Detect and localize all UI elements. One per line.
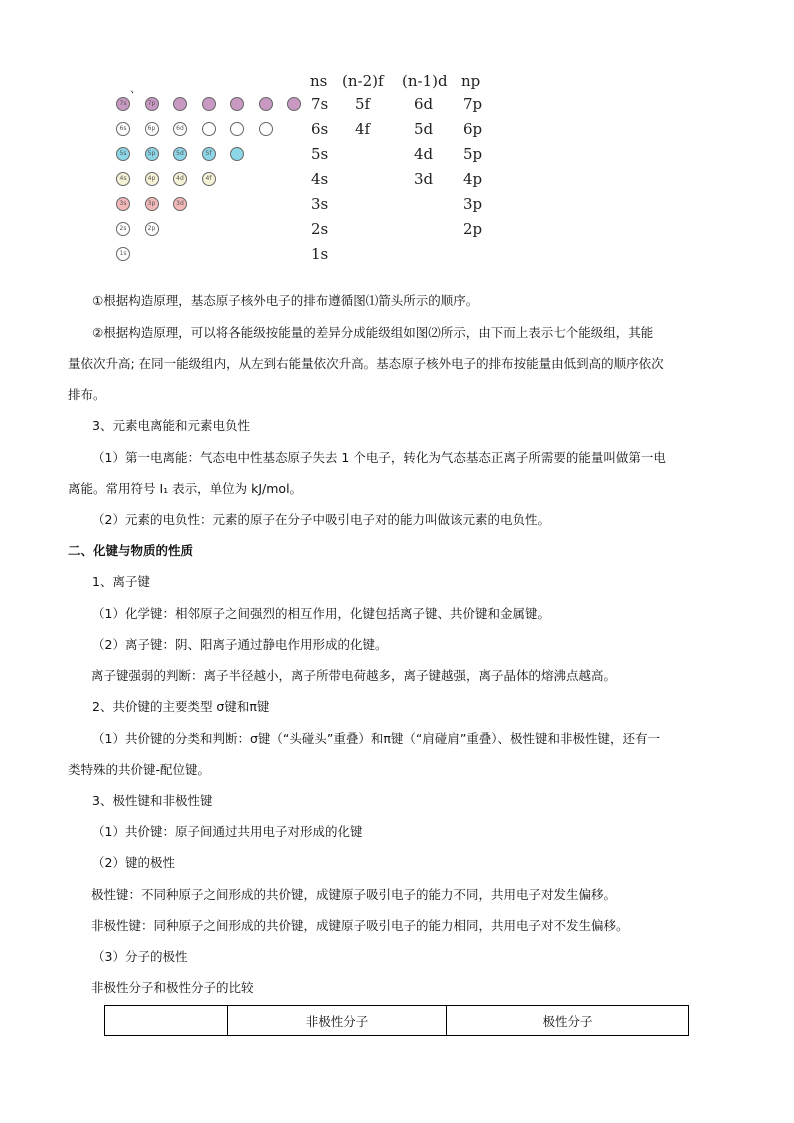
header-ns: ns <box>310 72 328 90</box>
para-construction-2c: 排布。 <box>68 387 106 402</box>
level-label-ns: 1s <box>311 245 329 263</box>
comparison-title: 非极性分子和极性分子的比较 <box>91 980 254 995</box>
orbital-circle: 6d <box>173 122 187 136</box>
nonpolar-bond: 非极性键：同种原子之间形成的共价键，成键原子吸引电子的能力相同，共用电子对不发生偏移。 <box>91 918 629 933</box>
orbital-circle <box>173 97 187 111</box>
orbital-circle: 7s <box>116 97 130 111</box>
header-f: (n-2)f <box>342 72 384 90</box>
tick-mark: 、 <box>130 82 141 95</box>
orbital-circle <box>202 97 216 111</box>
orbital-circle: 5s <box>116 147 130 161</box>
level-label-ns: 7s <box>311 95 329 113</box>
level-label-np: 4p <box>463 170 483 188</box>
orbital-circle: 4f <box>202 172 216 186</box>
polar-bond: 极性键：不同种原子之间形成的共价键，成键原子吸引电子的能力不同，共用电子对发生偏移。 <box>91 887 617 902</box>
section-1-title: 1、离子键 <box>92 574 150 589</box>
chemical-bond: （1）化学键：相邻原子之间强烈的相互作用，化键包括离子键、共价键和金属键。 <box>92 606 550 621</box>
table-row <box>105 1006 689 1036</box>
orbital-circle: 3p <box>145 197 159 211</box>
level-label-ns: 5s <box>311 145 329 163</box>
covalent-def: （1）共价键：原子间通过共用电子对形成的化键 <box>92 824 363 839</box>
level-label-ns: 4s <box>311 170 329 188</box>
orbital-circle: 5f <box>202 147 216 161</box>
orbital-circle: 4p <box>145 172 159 186</box>
section-3-title: 3、元素电离能和元素电负性 <box>92 418 250 433</box>
level-label-ns: 3s <box>311 195 329 213</box>
level-label-np: 2p <box>463 220 483 238</box>
electronegativity: （2）元素的电负性：元素的原子在分子中吸引电子对的能力叫做该元素的电负性。 <box>92 512 550 527</box>
level-label-f: 5f <box>355 95 371 113</box>
orbital-circle <box>287 97 301 111</box>
para-construction-2a: ②根据构造原理，可以将各能级按能量的差异分成能级组如图⑵所示，由下而上表示七个能级组，其能 <box>92 325 654 340</box>
level-label-np: 3p <box>463 195 483 213</box>
section-3b-title: 3、极性键和非极性键 <box>92 793 213 808</box>
covalent-a: （1）共价键的分类和判断：σ键（“头碰头”重叠）和π键（“肩碰肩”重叠）、极性键和非极性键，还有一 <box>92 731 661 746</box>
orbital-circle: 6s <box>116 122 130 136</box>
heading-2: 二、化键与物质的性质 <box>68 543 194 558</box>
orbital-circle: 3d <box>173 197 187 211</box>
table-header-nonpolar: 非极性分子 <box>228 1006 447 1036</box>
header-d: (n-1)d <box>402 72 448 90</box>
ionization-b: 离能。常用符号 I₁ 表示，单位为 kJ/mol。 <box>68 481 303 496</box>
level-label-ns: 6s <box>311 120 329 138</box>
comparison-table <box>104 1005 689 1036</box>
orbital-circle: 6p <box>145 122 159 136</box>
orbital-circle: 4s <box>116 172 130 186</box>
orbital-circle <box>230 97 244 111</box>
ionic-bond-strength: 离子键强弱的判断：离子半径越小，离子所带电荷越多，离子键越强，离子晶体的熔沸点越高。 <box>91 668 617 683</box>
para-construction-1: ①根据构造原理，基态原子核外电子的排布遵循图⑴箭头所示的顺序。 <box>92 293 479 308</box>
orbital-circle: 4d <box>173 172 187 186</box>
level-label-np: 7p <box>463 95 483 113</box>
orbital-circle: 2s <box>116 222 130 236</box>
level-label-np: 6p <box>463 120 483 138</box>
level-label-d: 4d <box>414 145 434 163</box>
level-label-np: 5p <box>463 145 483 163</box>
ionization-a: （1）第一电离能：气态电中性基态原子失去 1 个电子，转化为气态基态正离子所需要的能量叫做第一电 <box>92 450 666 465</box>
section-2-title: 2、共价键的主要类型 σ键和π键 <box>92 699 270 714</box>
table-header-polar: 极性分子 <box>447 1006 689 1036</box>
orbital-circle: 5p <box>145 147 159 161</box>
orbital-circle <box>230 122 244 136</box>
ionic-bond: （2）离子键：阴、阳离子通过静电作用形成的化键。 <box>92 637 388 652</box>
orbital-circle: 2p <box>145 222 159 236</box>
header-np: np <box>461 72 481 90</box>
level-label-d: 3d <box>414 170 434 188</box>
level-label-f: 4f <box>355 120 371 138</box>
molecule-polarity: （3）分子的极性 <box>92 949 188 964</box>
orbital-circle <box>259 122 273 136</box>
level-label-d: 5d <box>414 120 434 138</box>
orbital-circle: 1s <box>116 247 130 261</box>
orbital-circle <box>202 122 216 136</box>
orbital-circle <box>259 97 273 111</box>
covalent-b: 类特殊的共价键-配位键。 <box>68 762 211 777</box>
table-header-empty <box>105 1006 228 1036</box>
para-construction-2b: 量依次升高; 在同一能级组内，从左到右能量依次升高。基态原子核外电子的排布按能量由低到高的顺序依次 <box>68 356 664 371</box>
level-label-ns: 2s <box>311 220 329 238</box>
orbital-circle: 5d <box>173 147 187 161</box>
orbital-circle: 7p <box>145 97 159 111</box>
level-label-d: 6d <box>414 95 434 113</box>
orbital-circle <box>230 147 244 161</box>
orbital-circle: 3s <box>116 197 130 211</box>
bond-polarity: （2）键的极性 <box>92 855 175 870</box>
